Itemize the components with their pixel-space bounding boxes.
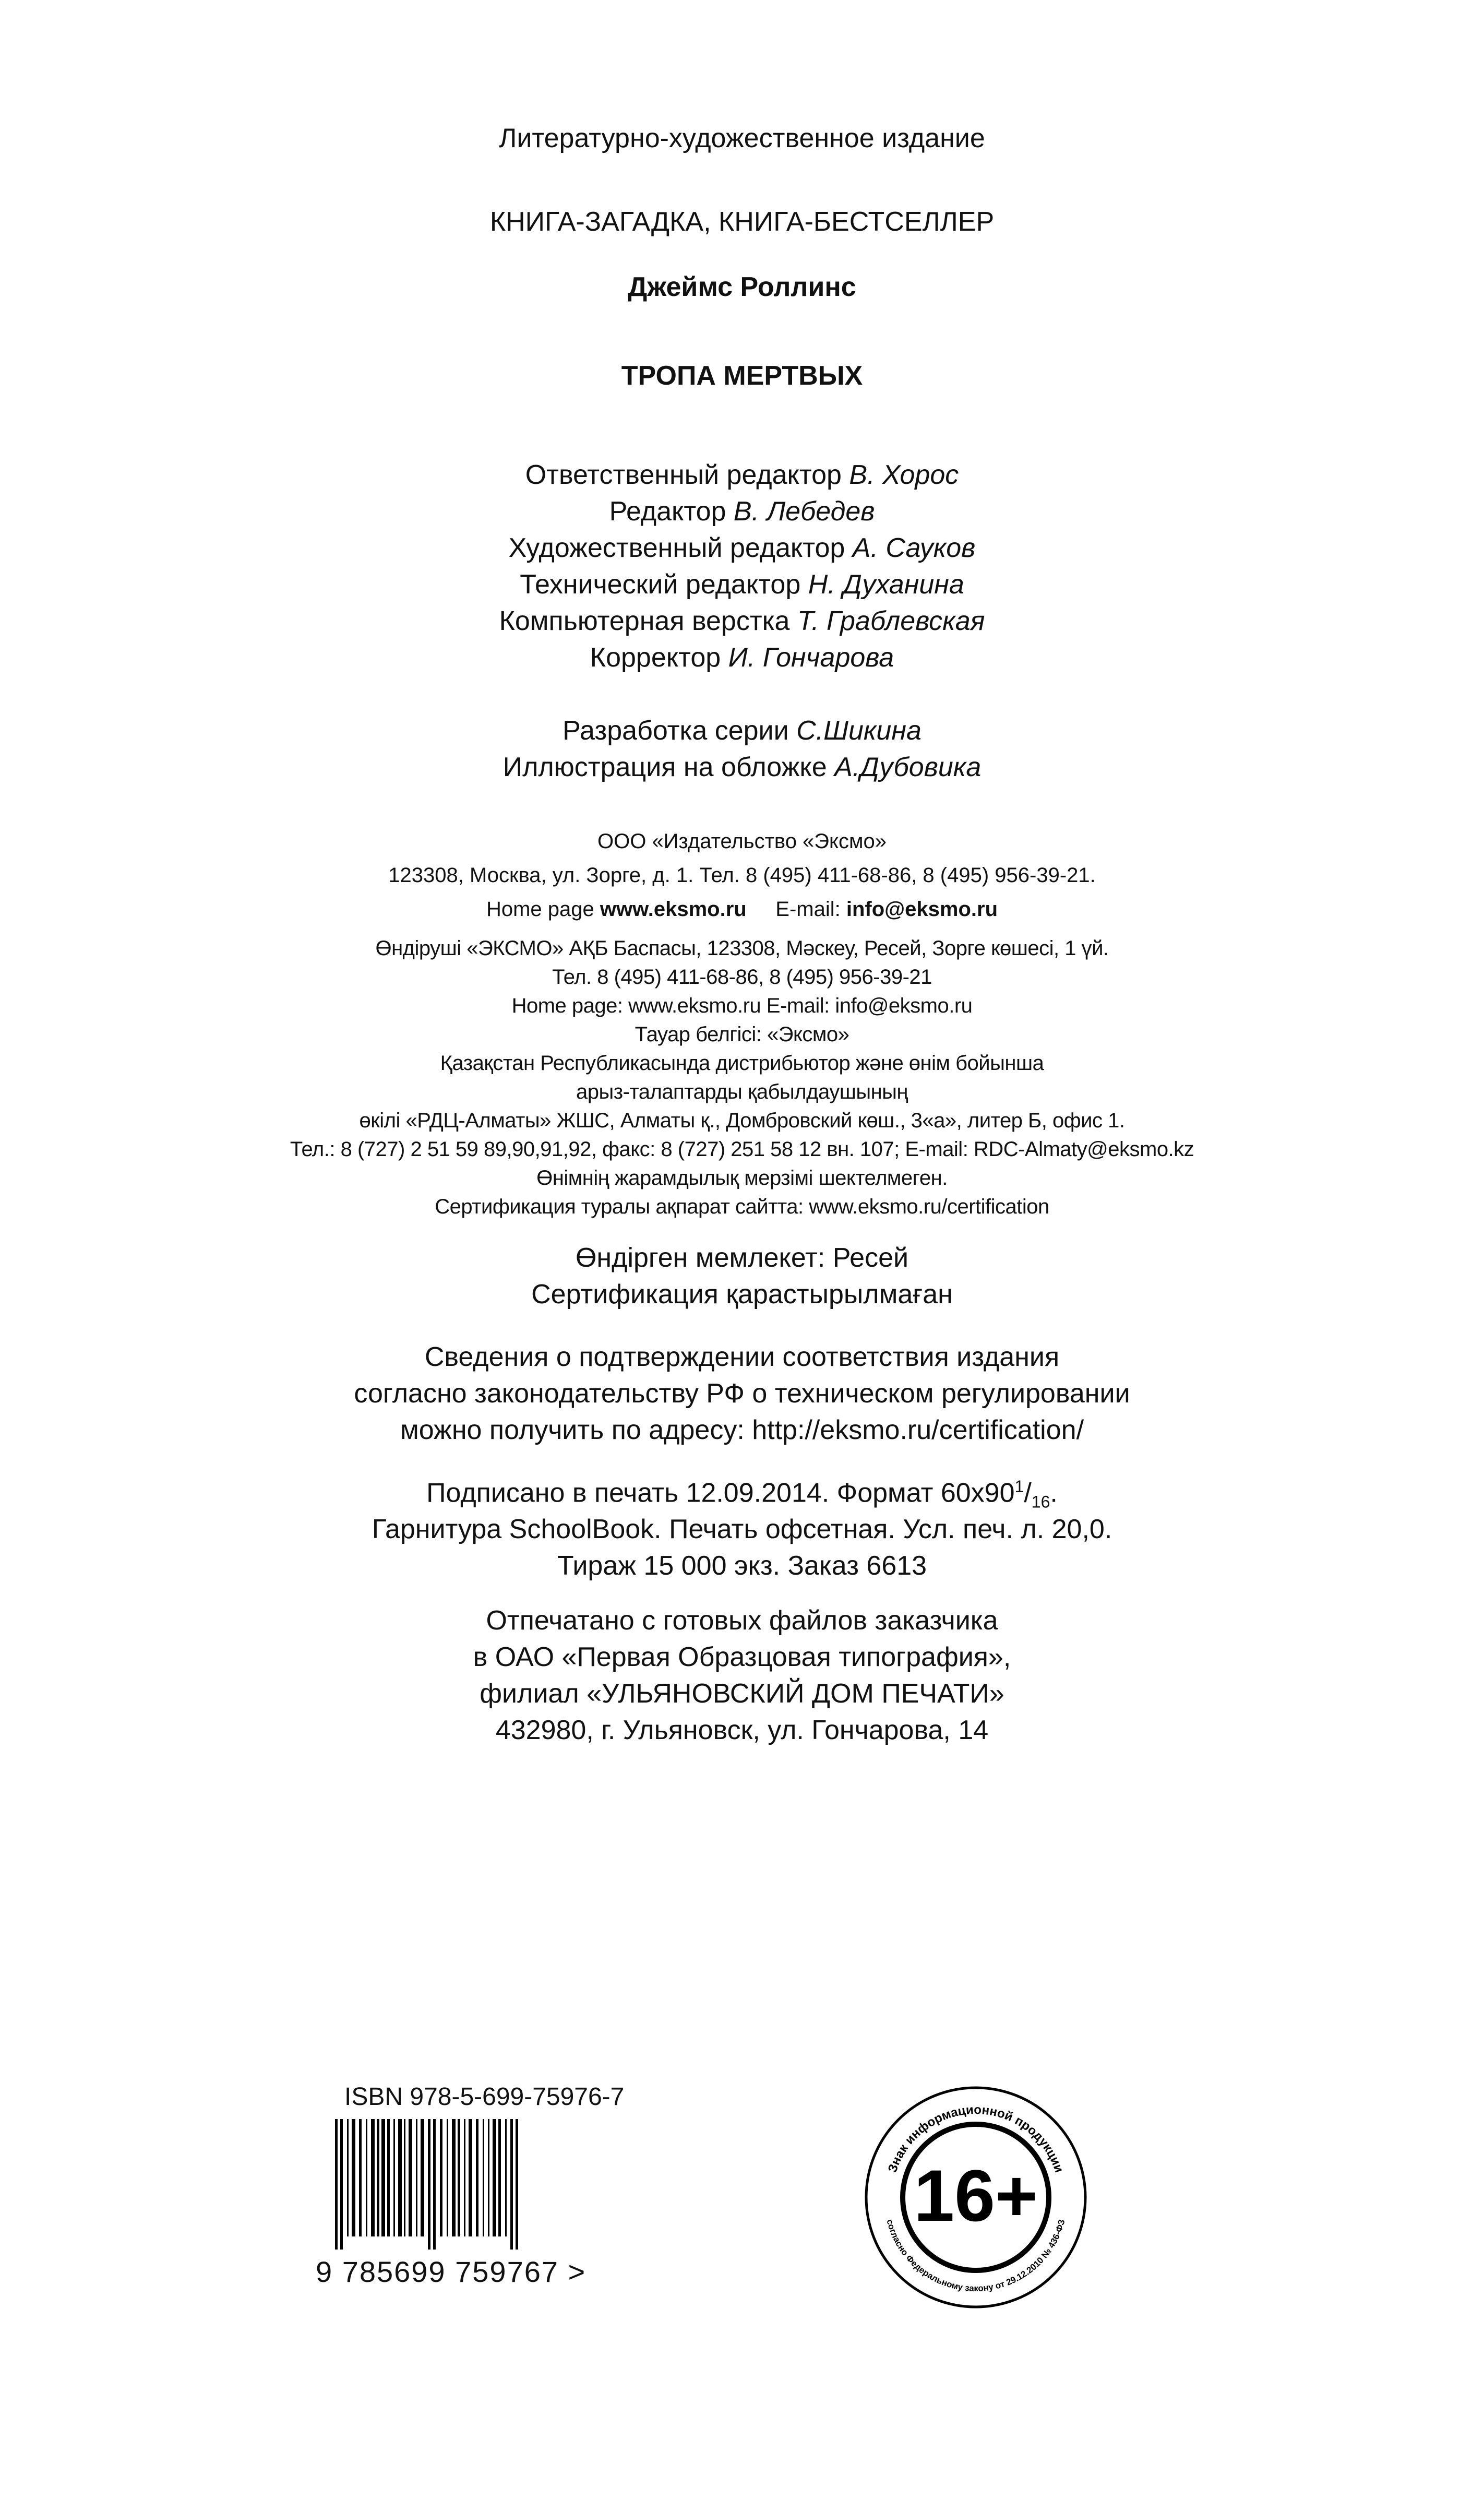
barcode-bar xyxy=(377,2119,379,2236)
credit-person: А. Сауков xyxy=(852,533,976,563)
credit-line xyxy=(0,532,1484,564)
isbn-label: ISBN 978-5-699-75976-7 xyxy=(344,2083,625,2111)
barcode-bar xyxy=(476,2119,478,2236)
credit-line xyxy=(0,752,1484,783)
credit-role: Ответственный редактор xyxy=(525,460,842,490)
credit-person: В. Хорос xyxy=(849,460,959,490)
barcode-bar xyxy=(464,2119,465,2236)
credit-person: В. Лебедев xyxy=(733,496,875,527)
credit-person: С.Шикина xyxy=(796,716,921,746)
country-line: Өндірген мемлекет: Ресей xyxy=(575,1243,909,1273)
format-sup: 1 xyxy=(1014,1477,1024,1496)
barcode-bar xyxy=(421,2119,424,2236)
barcode xyxy=(334,2119,673,2250)
kazakh-line: Өнімнің жарамдылық мерзімі шектелмеген. xyxy=(536,1167,948,1189)
publisher-contacts xyxy=(0,898,1484,921)
home-page-url[interactable]: www.eksmo.ru xyxy=(600,898,747,921)
edition-type: Литературно-художественное издание xyxy=(499,123,985,153)
barcode-bar xyxy=(340,2119,343,2250)
barcode-bar xyxy=(381,2119,385,2236)
print-run: Тираж 15 000 экз. Заказ 6613 xyxy=(557,1551,927,1581)
barcode-bar xyxy=(393,2119,395,2236)
age-arc-top: Знак информационной продукции xyxy=(885,2102,1067,2175)
credit-line xyxy=(0,569,1484,600)
credit-line xyxy=(0,642,1484,673)
printer-line: Отпечатано с готовых файлов заказчика xyxy=(486,1605,998,1636)
credit-line xyxy=(0,605,1484,637)
barcode-bar xyxy=(488,2119,489,2236)
credit-line xyxy=(0,496,1484,527)
barcode-bar xyxy=(440,2119,442,2236)
country-line: Сертификация қарастырылмаған xyxy=(531,1279,953,1310)
barcode-bar xyxy=(416,2119,417,2236)
kazakh-line: өкілі «РДЦ-Алматы» ЖШС, Алматы қ., Домбровский көш., 3«а», литер Б, офис 1. xyxy=(359,1109,1125,1132)
credit-role: Разработка серии xyxy=(563,716,789,746)
print-typeface: Гарнитура SchoolBook. Печать офсетная. Усл. печ. л. 20,0. xyxy=(372,1514,1112,1544)
age-arc-bottom: согласно Федеральному закону от 29.12.2010 № 436-ФЗ xyxy=(884,2218,1067,2294)
credit-person: Т. Граблевская xyxy=(797,606,985,636)
kazakh-line: арыз-талаптарды қабылдаушының xyxy=(576,1080,908,1103)
credit-role: Компьютерная верстка xyxy=(499,606,790,636)
certification-line: согласно законодательству РФ о техническом регулировании xyxy=(354,1378,1130,1409)
barcode-bar xyxy=(347,2119,349,2236)
credit-role: Иллюстрация на обложке xyxy=(502,752,827,782)
credit-line xyxy=(0,715,1484,746)
book-title: ТРОПА МЕРТВЫХ xyxy=(621,361,863,391)
credit-line xyxy=(0,459,1484,491)
certification-line: Сведения о подтверждении соответствия издания xyxy=(424,1342,1060,1372)
barcode-bar xyxy=(428,2119,430,2250)
home-page-label: Home page xyxy=(486,898,594,921)
kazakh-line: Сертификация туралы ақпарат сайтта: www.eksmo.ru/certification xyxy=(435,1195,1049,1218)
barcode-bar xyxy=(447,2119,448,2236)
email-address[interactable]: info@eksmo.ru xyxy=(846,898,998,921)
barcode-bar xyxy=(398,2119,402,2236)
kazakh-line: Өндіруші «ЭКСМО» АҚБ Баспасы, 123308, Мәскеу, Ресей, Зорге көшесі, 1 үй. xyxy=(375,937,1109,960)
barcode-bar xyxy=(404,2119,405,2236)
barcode-bar xyxy=(371,2119,375,2236)
printer-line: филиал «УЛЬЯНОВСКИЙ ДОМ ПЕЧАТИ» xyxy=(480,1679,1004,1709)
print-signed: Подписано в печать 12.09.2014. Формат $60x90^1/_{16}$. xyxy=(426,1477,1058,1512)
barcode-bar xyxy=(498,2119,501,2236)
barcode-bar xyxy=(335,2119,338,2250)
credit-person: И. Гончарова xyxy=(728,642,894,673)
credit-role: Редактор xyxy=(609,496,726,527)
barcode-bar xyxy=(359,2119,362,2236)
credit-role: Технический редактор xyxy=(520,569,801,600)
certification-line: можно получить по адресу: http://eksmo.ru/certification/ xyxy=(400,1415,1084,1445)
kazakh-line: Тел. 8 (495) 411-68-86, 8 (495) 956-39-21 xyxy=(552,966,932,989)
kazakh-line: Home page: www.eksmo.ru E-mail: info@eksmo.ru xyxy=(511,994,973,1017)
kazakh-line: Тауар белгісі: «Эксмо» xyxy=(635,1023,849,1046)
barcode-bar xyxy=(469,2119,472,2236)
credit-role: Художественный редактор xyxy=(508,533,845,563)
printer-line: в ОАО «Первая Образцовая типография», xyxy=(473,1642,1011,1672)
publisher-address: 123308, Москва, ул. Зорге, д. 1. Тел. 8 (495) 411-68-86, 8 (495) 956-39-21. xyxy=(388,864,1096,887)
barcode-bar xyxy=(493,2119,496,2236)
format-sub: 16 xyxy=(1031,1492,1050,1512)
barcode-bar xyxy=(505,2119,507,2236)
barcode-bar xyxy=(483,2119,484,2236)
barcode-digits: 9 785699 759767 > xyxy=(316,2255,587,2288)
printer-line: 432980, г. Ульяновск, ул. Гончарова, 14 xyxy=(495,1715,989,1745)
kazakh-line: Қазақстан Республикасында дистрибьютор және өнім бойынша xyxy=(440,1052,1044,1075)
print-signed-text: Подписано в печать 12.09.2014. Формат 60x90 xyxy=(426,1478,1015,1508)
barcode-bar xyxy=(510,2119,513,2250)
credit-person: Н. Духанина xyxy=(808,569,964,600)
barcode-bar xyxy=(366,2119,367,2236)
barcode-bar xyxy=(452,2119,456,2236)
author-name: Джеймс Роллинс xyxy=(628,272,856,302)
series-name: КНИГА-ЗАГАДКА, КНИГА-БЕСТСЕЛЛЕР xyxy=(489,207,995,237)
credit-role: Корректор xyxy=(590,642,721,673)
credit-person: А.Дубовика xyxy=(834,752,982,782)
barcode-bar xyxy=(433,2119,436,2250)
email-label: E-mail: xyxy=(775,898,841,921)
barcode-bar xyxy=(516,2119,518,2250)
age-rating: 16+ xyxy=(914,2155,1038,2236)
barcode-bar xyxy=(352,2119,355,2236)
barcode-bar xyxy=(458,2119,460,2236)
barcode-bar xyxy=(387,2119,390,2236)
age-rating-badge xyxy=(856,2077,1096,2317)
kazakh-line: Тел.: 8 (727) 2 51 59 89,90,91,92, факс: 8 (727) 251 58 12 вн. 107; E-mail: RDC-Almaty@eksmo.kz xyxy=(290,1138,1194,1161)
publisher-name: ООО «Издательство «Эксмо» xyxy=(597,830,887,853)
barcode-bar xyxy=(409,2119,412,2236)
